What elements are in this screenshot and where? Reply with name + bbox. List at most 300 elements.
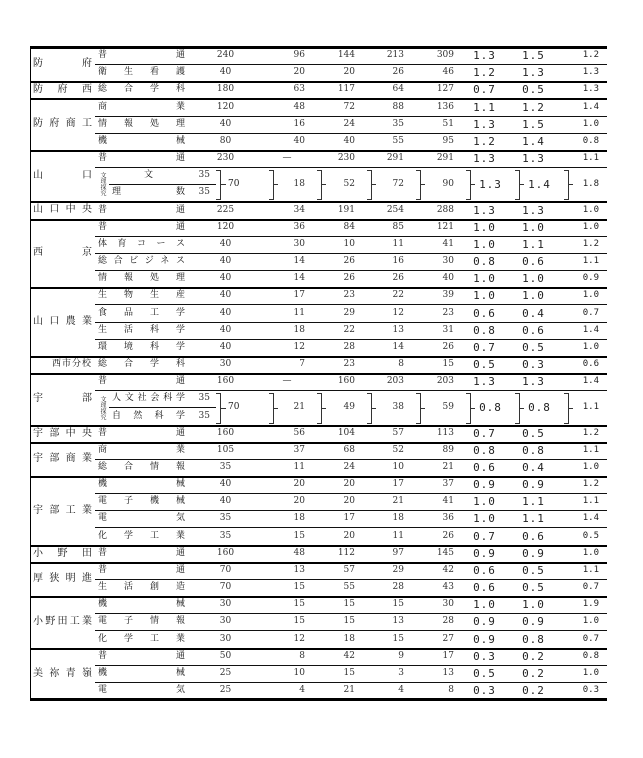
ratio-value: 0.6 (473, 564, 496, 577)
department-name: 電 気 (98, 685, 185, 695)
school-name: 小 野 田 工 業 (33, 616, 92, 627)
count-value: 309 (436, 50, 454, 60)
count-value: 26 (343, 256, 355, 266)
ratio-value: 1.1 (582, 496, 599, 506)
capacity: 40 (219, 342, 232, 352)
count-value: 41 (442, 496, 454, 506)
ratio-value: 0.5 (522, 341, 545, 354)
count-value: 8 (448, 685, 454, 695)
row-rule (109, 407, 216, 408)
department-name: 総 合 情 報 (98, 462, 185, 472)
row-rule (30, 46, 607, 49)
count-value: 10 (343, 239, 355, 249)
brace (564, 393, 569, 424)
department-name: 食 品 工 学 (98, 307, 185, 318)
capacity: 30 (219, 633, 232, 644)
capacity: 70 (219, 582, 232, 592)
ratio-value: 1.0 (522, 598, 545, 611)
ratio-value: 1.3 (479, 177, 502, 191)
count-value: 117 (337, 84, 355, 94)
department-name: 普 通 (98, 222, 185, 232)
capacity: 30 (219, 616, 232, 626)
count-value: 10 (293, 668, 305, 678)
ratio-value: 1.4 (582, 325, 599, 335)
department-name: 普 通 (98, 204, 185, 215)
count-value: 10 (392, 462, 404, 472)
count-value: 28 (343, 342, 355, 352)
row-rule (95, 304, 607, 305)
capacity: 40 (219, 290, 232, 300)
count-value: 41 (442, 239, 454, 249)
ratio-value: 0.6 (473, 461, 496, 474)
ratio-value: 1.0 (582, 462, 599, 472)
count-value: 84 (343, 222, 355, 232)
capacity: 35 (198, 170, 210, 180)
ratio-value: 1.4 (528, 177, 551, 191)
ratio-value: 1.2 (522, 100, 545, 114)
count-value: 18 (293, 325, 305, 335)
school-name: 厚 狭 明 進 (33, 573, 92, 584)
count-value: 57 (343, 565, 355, 575)
school-name: 西市分校 (51, 359, 92, 369)
count-value: 18 (343, 633, 355, 644)
ratio-value: 0.5 (522, 427, 545, 440)
ratio-value: 0.6 (473, 306, 496, 320)
ratio-value: 0.5 (522, 581, 545, 594)
ratio-value: 1.5 (522, 49, 545, 62)
ratio-value: 1.3 (582, 67, 599, 77)
ratio-value: 0.9 (522, 547, 545, 560)
ratio-value: 0.8 (582, 651, 599, 661)
brace (367, 393, 372, 424)
row-rule (30, 201, 607, 203)
capacity: 225 (216, 204, 235, 215)
capacity: 240 (216, 50, 235, 60)
count-value: 21 (442, 462, 454, 472)
ratio-value: 0.3 (473, 650, 496, 663)
count-value: 21 (392, 496, 404, 506)
count-value: 12 (392, 307, 404, 318)
count-value: 9 (398, 651, 404, 661)
row-rule (30, 648, 607, 650)
count-value: 13 (442, 668, 454, 678)
count-value: 21 (343, 685, 355, 695)
count-value: 18 (392, 513, 404, 523)
count-value: 63 (293, 84, 305, 94)
count-value: 104 (337, 428, 355, 438)
count-value: 230 (337, 153, 355, 163)
count-value: 20 (293, 67, 305, 77)
count-value: 4 (299, 685, 305, 695)
count-value: 15 (392, 599, 404, 609)
ratio-value: 1.1 (473, 100, 496, 114)
school-name: 防 府 (33, 58, 92, 69)
count-value: 38 (392, 402, 404, 412)
count-value: 15 (343, 599, 355, 609)
brace (466, 170, 471, 200)
count-value: 21 (293, 402, 305, 412)
brace (216, 170, 221, 200)
capacity: 35 (198, 187, 210, 197)
ratio-value: 0.8 (473, 444, 496, 457)
count-value: 145 (436, 548, 454, 558)
count-value: 26 (343, 273, 355, 283)
count-value: 20 (293, 479, 305, 489)
ratio-value: 0.8 (473, 324, 496, 337)
count-value: 30 (293, 239, 305, 249)
school-name: 山 口 (33, 169, 92, 181)
capacity: 40 (219, 307, 232, 318)
ratio-value: 1.1 (522, 238, 545, 251)
count-value: 15 (293, 616, 305, 626)
count-value: 203 (386, 376, 404, 386)
ratio-value: 1.0 (582, 222, 599, 232)
ratio-value: 0.5 (522, 564, 545, 577)
ratio-value: 0.9 (473, 615, 496, 628)
count-value: 20 (343, 479, 355, 489)
row-rule (30, 81, 607, 83)
brace (416, 393, 421, 424)
capacity: 40 (219, 119, 232, 129)
capacity: 80 (219, 136, 232, 146)
count-value: 8 (299, 651, 305, 661)
count-value: 13 (392, 616, 404, 626)
capacity: 40 (219, 273, 232, 283)
ratio-value: 1.2 (582, 479, 599, 489)
department-name: 普 通 (98, 548, 185, 558)
ratio-value: 1.0 (473, 289, 496, 302)
ratio-value: 1.1 (582, 153, 599, 163)
count-value: 40 (442, 273, 454, 283)
count-value: 7 (299, 359, 305, 369)
ratio-value: 1.8 (582, 178, 599, 189)
count-value: 24 (343, 119, 355, 129)
count-value: 22 (392, 290, 404, 300)
school-name: 宇 部 工 業 (33, 504, 92, 516)
count-value: 12 (293, 342, 305, 352)
count-value: 42 (442, 565, 454, 575)
brace (367, 170, 372, 200)
count-value: 29 (343, 307, 355, 318)
ratio-value: 1.9 (582, 599, 599, 609)
ratio-value: 1.5 (522, 118, 545, 131)
ratio-value: 1.3 (473, 118, 496, 131)
school-name: 山 口 農 業 (33, 315, 92, 327)
ratio-value: 0.7 (582, 633, 599, 644)
count-value: 34 (293, 204, 305, 215)
count-value: 17 (343, 513, 355, 523)
ratio-value: 1.0 (473, 221, 496, 234)
count-value: 160 (337, 376, 355, 386)
row-rule (30, 442, 607, 444)
count-value: 144 (337, 50, 355, 60)
count-value: 55 (343, 582, 355, 592)
ratio-value: 0.4 (522, 461, 545, 474)
brace (216, 393, 221, 424)
school-name: 防 府 商 工 (33, 118, 92, 129)
department-name: 総 合 ビ ジ ネ ス (98, 256, 185, 266)
count-value: 55 (392, 136, 404, 146)
row-rule (30, 545, 607, 547)
count-value: 16 (293, 119, 305, 129)
department-name: 衛 生 看 護 (98, 67, 185, 77)
ratio-value: 0.2 (522, 650, 545, 663)
ratio-value: 1.0 (473, 238, 496, 251)
count-value: 64 (392, 84, 404, 94)
ratio-value: 1.0 (522, 221, 545, 234)
school-name: 山 口 中 央 (33, 204, 92, 215)
capacity: 230 (216, 153, 235, 163)
ratio-value: 1.0 (473, 512, 496, 525)
row-rule (30, 562, 607, 564)
count-value: 16 (392, 256, 404, 266)
count-value: 8 (398, 359, 404, 369)
row-rule (95, 493, 607, 494)
count-value: 90 (442, 178, 454, 189)
count-value: 68 (343, 445, 355, 455)
ratio-value: 0.4 (522, 306, 545, 320)
count-value: 30 (442, 256, 454, 266)
capacity: 35 (198, 393, 210, 403)
ratio-value: 0.8 (522, 632, 545, 646)
count-value: 37 (442, 479, 454, 489)
count-value: 113 (436, 428, 454, 438)
ratio-value: 0.9 (473, 478, 496, 491)
ratio-value: 0.7 (582, 582, 599, 592)
school-name: 小 野 田 (33, 547, 92, 559)
row-rule (95, 665, 607, 666)
ratio-value: 1.1 (522, 512, 545, 525)
count-value: 127 (436, 84, 454, 94)
count-value: 11 (392, 530, 404, 541)
department-name: 情 報 処 理 (98, 119, 185, 129)
brace (515, 170, 520, 200)
count-value: 29 (392, 565, 404, 575)
count-value: 23 (343, 290, 355, 300)
capacity: 40 (219, 256, 232, 266)
brace (269, 393, 274, 424)
row-rule (30, 287, 607, 289)
count-value: 39 (442, 290, 454, 300)
ratio-value: 0.6 (522, 255, 545, 268)
ratio-value: 1.3 (522, 152, 545, 165)
capacity: 40 (219, 325, 232, 335)
row-rule (95, 510, 607, 511)
count-value: 48 (293, 548, 305, 558)
ratio-value: 1.0 (473, 272, 496, 285)
brace-tick (221, 184, 226, 185)
brace (317, 170, 322, 200)
count-value: 26 (392, 273, 404, 283)
row-rule (95, 613, 607, 614)
row-rule (95, 390, 607, 391)
ratio-value: 1.3 (473, 203, 496, 217)
brace (466, 393, 471, 424)
count-value: 20 (343, 530, 355, 541)
ratio-value: 1.0 (582, 290, 599, 300)
capacity: 35 (219, 513, 232, 523)
count-value: 27 (442, 633, 454, 644)
ratio-value: 0.7 (473, 341, 496, 354)
count-value: 11 (293, 307, 305, 318)
capacity: 160 (216, 428, 235, 438)
ratio-value: 0.6 (522, 324, 545, 337)
department-name: 電 気 (98, 513, 185, 523)
count-value: 46 (442, 67, 454, 77)
school-name: 宇 部 (33, 393, 92, 404)
count-value: 291 (436, 153, 454, 163)
department-name: 総 合 学 科 (98, 84, 185, 94)
department-name: 普 通 (98, 428, 185, 438)
row-rule (95, 339, 607, 340)
count-value: 18 (293, 513, 305, 523)
row-rule (30, 356, 607, 358)
count-value: 15 (343, 616, 355, 626)
count-value: 42 (343, 651, 355, 661)
department-name: 機 械 (98, 479, 185, 489)
ratio-value: 1.0 (582, 342, 599, 352)
capacity: 105 (216, 445, 235, 455)
count-value: 18 (293, 178, 305, 189)
row-rule (95, 630, 607, 631)
row-rule (30, 596, 607, 598)
count-value: 15 (293, 530, 305, 541)
count-value: 203 (436, 376, 454, 386)
count-value: 52 (392, 445, 404, 455)
capacity: 70 (219, 565, 232, 575)
group-label-bunri-tankyu: 文理探究 (99, 395, 106, 420)
row-rule (30, 698, 607, 701)
count-value: 15 (293, 582, 305, 592)
count-value: 52 (343, 178, 355, 189)
ratio-value: 1.4 (522, 135, 545, 148)
department-name: 総 合 学 科 (98, 359, 185, 369)
row-rule (95, 236, 607, 237)
ratio-value: 0.8 (582, 136, 599, 146)
ratio-value: 1.3 (582, 84, 599, 94)
ratio-value: 1.3 (522, 66, 545, 79)
ratio-value: 1.1 (522, 495, 545, 508)
ratio-value: 1.2 (473, 135, 496, 148)
count-value: 57 (392, 428, 404, 438)
ratio-value: 1.0 (582, 668, 599, 678)
capacity: 30 (219, 599, 232, 609)
count-value: 85 (392, 222, 404, 232)
capacity: 120 (216, 101, 235, 112)
ratio-value: 0.9 (473, 632, 496, 646)
count-value: 14 (392, 342, 404, 352)
ratio-value: 1.1 (582, 402, 599, 412)
count-value: 28 (392, 582, 404, 592)
ratio-value: 1.1 (582, 445, 599, 455)
count-value: 15 (293, 599, 305, 609)
column-rule (30, 47, 31, 699)
department-name: 電 子 情 報 (98, 616, 185, 626)
count-value: 17 (392, 479, 404, 489)
count-value: 95 (442, 136, 454, 146)
ratio-value: 1.3 (473, 152, 496, 165)
school-name: 宇 部 商 業 (33, 453, 92, 464)
capacity: 120 (216, 222, 235, 232)
department-name: 理 数 (112, 187, 185, 197)
count-value: 22 (343, 325, 355, 335)
ratio-value: 1.0 (582, 548, 599, 558)
row-rule (95, 167, 607, 168)
count-value: 28 (442, 616, 454, 626)
ratio-value: 1.1 (582, 565, 599, 575)
capacity: 40 (219, 239, 232, 249)
department-name: 自 然 科 学 (112, 410, 185, 421)
capacity: 180 (216, 84, 235, 94)
row-rule (30, 219, 607, 221)
count-value: 15 (392, 633, 404, 644)
count-value: 14 (293, 256, 305, 266)
count-value: 35 (392, 119, 404, 129)
count-value: 13 (392, 325, 404, 335)
count-value: 36 (293, 222, 305, 232)
ratio-value: 1.2 (473, 66, 496, 79)
capacity-total: 70 (228, 178, 240, 189)
count-value: 24 (343, 462, 355, 472)
row-rule (30, 476, 607, 478)
ratio-value: 0.8 (528, 401, 551, 414)
count-value: 14 (293, 273, 305, 283)
row-rule (95, 64, 607, 65)
school-name: 防 府 西 (33, 83, 92, 95)
department-name: 普 通 (98, 651, 185, 661)
count-value: 26 (442, 342, 454, 352)
count-value: 26 (392, 67, 404, 77)
ratio-value: 1.2 (582, 239, 599, 249)
ratio-value: 1.4 (582, 513, 599, 523)
ratio-value: 0.2 (522, 684, 545, 697)
ratio-value: 0.7 (473, 427, 496, 440)
department-name: 人 文 社 会 科 学 (112, 393, 185, 403)
capacity: 25 (219, 668, 232, 678)
department-name: 化 学 工 業 (98, 530, 185, 541)
count-value: 72 (392, 178, 404, 189)
count-value: 112 (337, 548, 355, 558)
count-value: — (282, 376, 292, 386)
capacity: 50 (219, 651, 232, 661)
department-name: 機 械 (98, 599, 185, 609)
capacity: 25 (219, 685, 232, 695)
count-value: 89 (442, 445, 454, 455)
school-name: 西 京 (33, 247, 92, 258)
capacity: 40 (219, 496, 232, 506)
ratio-value: 0.9 (522, 478, 545, 491)
count-value: 4 (398, 685, 404, 695)
brace-tick (221, 408, 226, 409)
ratio-value: 0.7 (473, 83, 496, 96)
count-value: 17 (293, 290, 305, 300)
count-value: 43 (442, 582, 454, 592)
row-rule (109, 184, 216, 185)
row-rule (95, 270, 607, 271)
count-value: 213 (386, 50, 404, 60)
row-rule (30, 373, 607, 375)
row-rule (30, 150, 607, 152)
department-name: 普 通 (98, 565, 185, 575)
count-value: 97 (392, 548, 404, 558)
ratio-value: 1.3 (522, 375, 545, 388)
ratio-value: 1.0 (582, 119, 599, 129)
count-value: 20 (343, 67, 355, 77)
count-value: 20 (343, 496, 355, 506)
ratio-value: 0.6 (522, 529, 545, 543)
department-name: 機 械 (98, 668, 185, 678)
ratio-value: 1.0 (582, 616, 599, 626)
